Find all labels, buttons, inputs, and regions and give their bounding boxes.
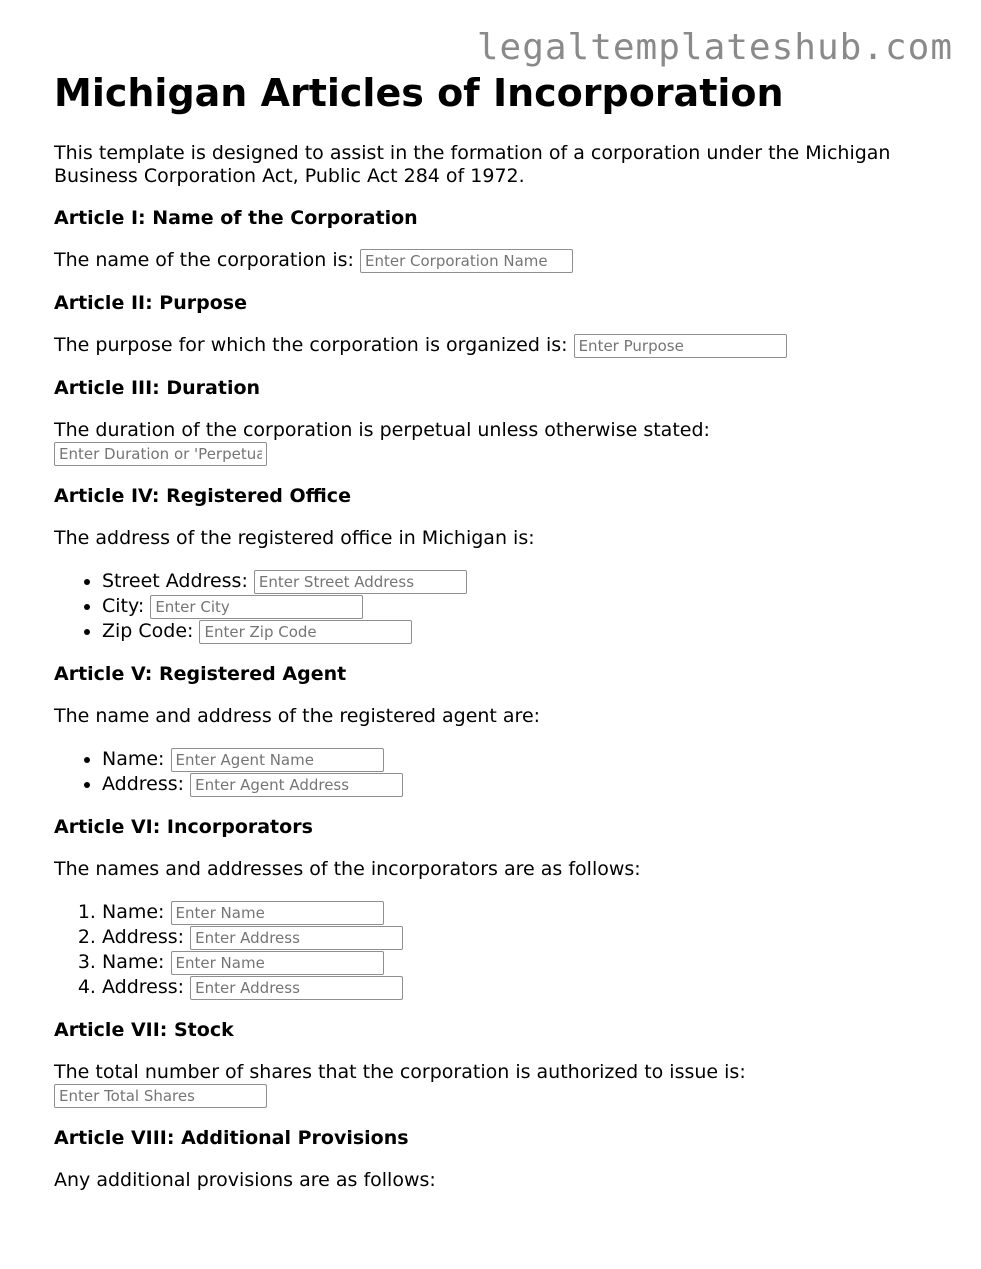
zip-code-label: Zip Code: [102,620,194,642]
incorporator-2-address-input[interactable] [190,976,403,1000]
article3-heading: Article III: Duration [54,377,261,399]
registered-agent-list [54,747,934,797]
article1-heading: Article I: Name of the Corporation [54,207,418,229]
document-body [54,70,934,1211]
city-input[interactable] [150,595,363,619]
list-item [102,619,934,644]
article7-heading: Article VII: Stock [54,1019,234,1041]
intro-text: This template is designed to assist in the formation of a corporation under the Michigan Business Corporation Act, Public Act 284 of 1972. [54,142,891,187]
article7-paragraph [54,1061,934,1108]
zip-code-input[interactable] [199,620,412,644]
article6-text: The names and addresses of the incorporators are as follows: [54,858,641,880]
article4-text: The address of the registered office in Michigan is: [54,527,535,549]
street-address-input[interactable] [254,570,467,594]
registered-office-list [54,569,934,644]
agent-name-label: Name: [102,748,165,770]
agent-address-label: Address: [102,773,185,795]
duration-input[interactable] [54,442,267,466]
street-address-label: Street Address: [102,570,248,592]
article2-text: The purpose for which the corporation is organized is: [54,334,568,356]
article2-paragraph [54,334,934,358]
incorporator-2-name-input[interactable] [171,951,384,975]
list-item [102,900,934,925]
list-item [102,925,934,950]
article7-text: The total number of shares that the corporation is authorized to issue is: [54,1061,746,1083]
list-item [102,772,934,797]
list-item [102,950,934,975]
article5-heading: Article V: Registered Agent [54,663,347,685]
article8-heading: Article VIII: Additional Provisions [54,1127,409,1149]
article3-text: The duration of the corporation is perpetual unless otherwise stated: [54,419,710,441]
purpose-input[interactable] [574,334,787,358]
article1-paragraph [54,249,934,273]
agent-name-input[interactable] [171,748,384,772]
agent-address-input[interactable] [190,773,403,797]
article1-text: The name of the corporation is: [54,249,354,271]
incorporator-1-name-input[interactable] [171,901,384,925]
list-item [102,569,934,594]
article4-heading: Article IV: Registered Office [54,485,351,507]
article5-text: The name and address of the registered agent are: [54,705,541,727]
list-item [102,975,934,1000]
list-item [102,747,934,772]
list-item [102,594,934,619]
city-label: City: [102,595,145,617]
article2-heading: Article II: Purpose [54,292,247,314]
corporation-name-input[interactable] [360,249,573,273]
article8-text: Any additional provisions are as follows: [54,1169,436,1191]
article3-paragraph [54,419,934,466]
incorporator-address-label: Address: [102,926,185,948]
incorporators-list [54,900,934,1000]
incorporator-name-label: Name: [102,901,165,923]
page-title: Michigan Articles of Incorporation [54,71,784,115]
incorporator-name-label: Name: [102,951,165,973]
incorporator-address-label: Address: [102,976,185,998]
total-shares-input[interactable] [54,1084,267,1108]
watermark: legaltemplateshub.com [476,27,953,68]
incorporator-1-address-input[interactable] [190,926,403,950]
article6-heading: Article VI: Incorporators [54,816,313,838]
